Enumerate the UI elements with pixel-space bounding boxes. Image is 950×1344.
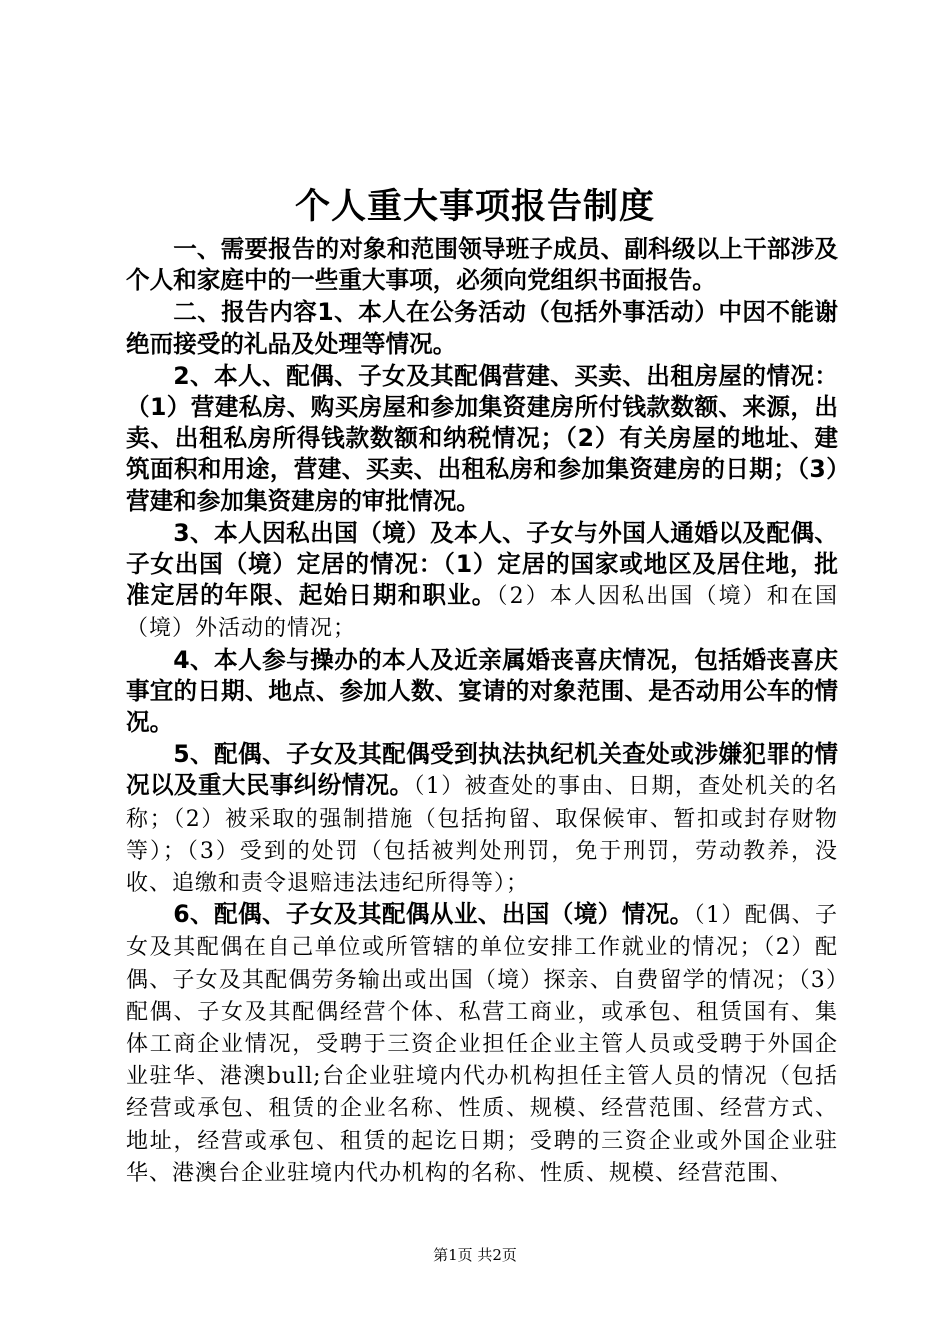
paragraph-4-normal: （2）本人因私出国（境）和在国（境）外活动的情况； [126, 584, 839, 642]
paragraph-3 [126, 361, 838, 518]
paragraph-7 [126, 899, 838, 1189]
page-footer: 第1页 共2页 [433, 1246, 517, 1264]
paragraph-4 [126, 518, 838, 645]
paragraph-1 [126, 234, 838, 297]
paragraph-6 [126, 739, 838, 899]
paragraph-6-bold: 5、配偶、子女及其配偶受到执法执纪机关查处或涉嫌犯罪的情况以及重大民事纠纷情况。 [126, 740, 838, 800]
paragraph-4-bold: 3、本人因私出国（境）及本人、子女与外国人通婚以及配偶、子女出国（境）定居的情况：（1）定居的国家或地区及居住地，批准定居的年限、起始日期和职业。 [126, 518, 838, 610]
paragraph-6-normal: （1）被查处的事由、日期，查处机关的名称；（2）被采取的强制措施（包括拘留、取保候审、暂扣或封存财物等）；（3）受到的处罚（包括被判处刑罚，免于刑罚，劳动教养，没收、追缴和责令退赔违法违纪所得等）； [126, 774, 839, 897]
paragraph-7-bold: 6、配偶、子女及其配偶从业、出国（境）情况。 [173, 900, 694, 929]
paragraph-1-bold: 一、需要报告的对象和范围领导班子成员、副科级以上干部涉及个人和家庭中的一些重大事项，必须向党组织书面报告。 [126, 235, 838, 295]
paragraph-2-bold: 二、报告内容1、本人在公务活动（包括外事活动）中因不能谢绝而接受的礼品及处理等情况。 [126, 298, 838, 358]
document-title: 个人重大事项报告制度 [294, 187, 655, 227]
paragraph-3-bold: 2、本人、配偶、子女及其配偶营建、买卖、出租房屋的情况：（1）营建私房、购买房屋和参加集资建房所付钱款数额、来源，出卖、出租私房所得钱款数额和纳税情况；（2）有关房屋的地址、建筑面积和用途，营建、买卖、出租私房和参加集资建房的日期；（3）营建和参加集资建房的审批情况。 [126, 361, 838, 515]
paragraph-7-normal: （1）配偶、子女及其配偶在自己单位或所管辖的单位安排工作就业的情况；（2）配偶、子女及其配偶劳务输出或出国（境）探亲、自费留学的情况；（3）配偶、子女及其配偶经营个体、私营工商业，或承包、租赁国有、集体工商企业情况，受聘于三资企业担任企业主管人员或受聘于外国企业驻华、港澳bull;台企业驻境内代办机构担任主管人员的情况（包括经营或承包、租赁的企业名称、性质、规模、经营范围、经营方式、地址，经营或承包、租赁的起讫日期；受聘的三资企业或外国企业驻华、港澳台企业驻境内代办机构的名称、性质、规模、经营范围、 [126, 903, 838, 1186]
paragraph-5-bold: 4、本人参与操办的本人及近亲属婚丧喜庆情况，包括婚丧喜庆事宜的日期、地点、参加人数、宴请的对象范围、是否动用公车的情况。 [126, 645, 838, 737]
paragraph-2 [126, 297, 838, 360]
paragraph-5 [126, 645, 838, 740]
document-body [126, 234, 838, 1189]
